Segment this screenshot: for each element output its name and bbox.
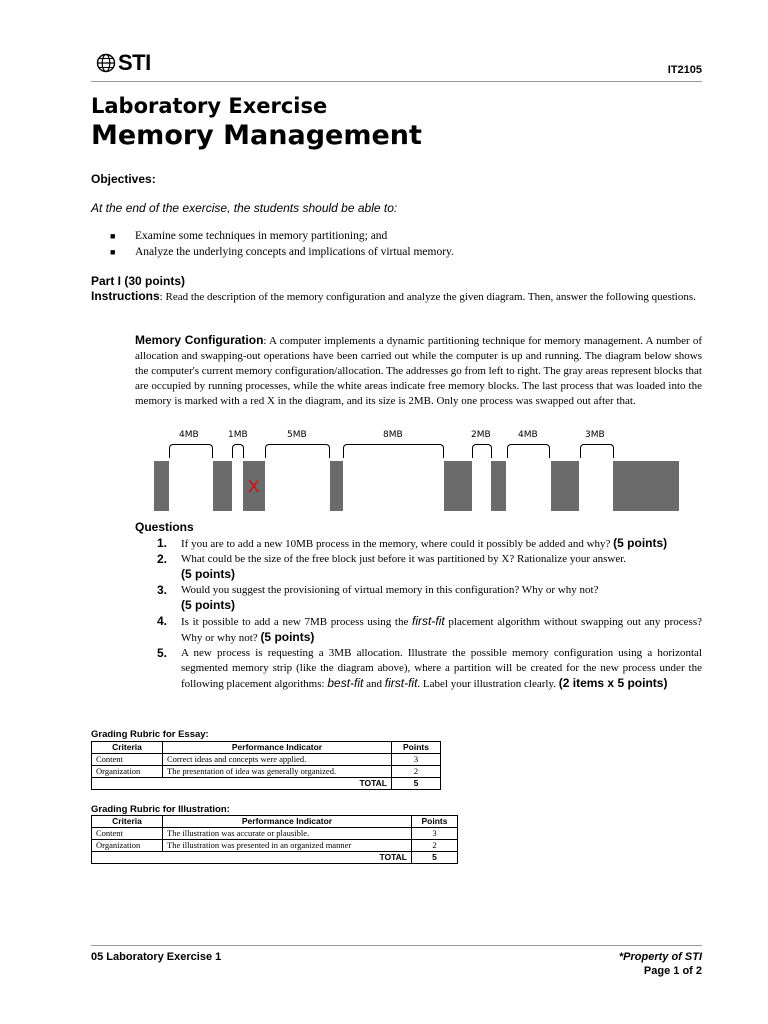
total-value: 5 <box>392 778 441 790</box>
table-row <box>92 828 458 840</box>
page-title: Memory Management <box>91 120 422 151</box>
size-label: 3MB <box>585 430 605 440</box>
memory-config-paragraph: Memory Configuration: A computer implements a dynamic partitioning technique for memory management. A number of allocation and swapping-out operations have been carried out while the computer is up and running. The diagram below shows the computer's current memory configuration/allocation. The addresses go from left to right. The gray areas represent blocks that are occupied by running processes, while the white areas indicate free memory blocks. The last process that was loaded into the memory is marked with a red X in the diagram, and its size is 2MB. Only one process was swapped out after that. <box>135 333 702 407</box>
free-block <box>578 461 614 511</box>
free-block <box>231 461 244 511</box>
table-header-row <box>92 816 458 828</box>
table-row <box>92 766 441 778</box>
title-lab-exercise: Laboratory Exercise <box>91 94 328 118</box>
objectives-intro: At the end of the exercise, the students should be able to: <box>91 201 398 215</box>
size-label: 2MB <box>471 430 491 440</box>
free-block <box>264 461 331 511</box>
rubric-illustration-title: Grading Rubric for Illustration: <box>91 804 230 815</box>
table-row <box>92 840 458 852</box>
last-loaded-x-marker: X <box>248 477 260 496</box>
table-cell: Organization <box>92 766 163 778</box>
questions-list <box>135 536 702 692</box>
column-header: Performance Indicator <box>163 742 392 754</box>
footer-exercise-label: 05 Laboratory Exercise 1 <box>91 951 222 963</box>
free-block <box>471 461 492 511</box>
table-row <box>92 754 441 766</box>
size-bracket <box>232 444 244 458</box>
free-block <box>168 461 214 511</box>
instructions: Instructions: Read the description of the memory configuration and analyze the given diagram. Then, answer the following questions. <box>91 289 696 303</box>
table-cell: Content <box>92 828 163 840</box>
objectives-heading: Objectives: <box>91 172 156 186</box>
free-block <box>342 461 445 511</box>
instructions-label: Instructions <box>91 289 160 303</box>
rubric-essay-title: Grading Rubric for Essay: <box>91 729 209 740</box>
page-number: Page 1 of 2 <box>643 965 702 977</box>
table-cell: The presentation of idea was generally organized. <box>163 766 392 778</box>
table-cell: 3 <box>392 754 441 766</box>
bullet-icon: ■ <box>110 247 116 257</box>
sti-logo <box>96 50 151 76</box>
question-item: 3. Would you suggest the provisioning of virtual memory in this configuration? Why or why not? (5 points) <box>157 583 599 612</box>
size-bracket <box>169 444 213 458</box>
size-label: 4MB <box>179 430 199 440</box>
free-block <box>505 461 552 511</box>
table-cell: Organization <box>92 840 163 852</box>
table-cell: The illustration was presented in an organized manner <box>163 840 412 852</box>
total-value: 5 <box>412 852 458 864</box>
question-item: 5. A new process is requesting a 3MB allocation. Illustrate the possible memory configuration using a horizontal segmented memory strip (like the diagram above), where a partition will be created for the new process under the following placement algorithms: best-fit and first-fit. Label your illustration clearly. (2 items x 5 points) <box>157 646 702 690</box>
table-cell: Correct ideas and concepts were applied. <box>163 754 392 766</box>
table-cell: The illustration was accurate or plausible. <box>163 828 412 840</box>
table-cell: 2 <box>412 840 458 852</box>
part-heading: Part I (30 points) <box>91 274 186 288</box>
size-label: 4MB <box>518 430 538 440</box>
column-header: Performance Indicator <box>163 816 412 828</box>
size-label: 5MB <box>287 430 307 440</box>
column-header: Criteria <box>92 742 163 754</box>
column-header: Points <box>412 816 458 828</box>
memory-config-label: Memory Configuration <box>135 333 264 347</box>
table-cell: Content <box>92 754 163 766</box>
total-label: TOTAL <box>92 852 412 864</box>
rubric-essay-table <box>91 741 441 790</box>
table-total-row <box>92 852 458 864</box>
size-bracket <box>343 444 444 458</box>
objectives-list <box>110 228 454 260</box>
size-label: 1MB <box>228 430 248 440</box>
column-header: Criteria <box>92 816 163 828</box>
size-bracket <box>507 444 550 458</box>
question-item: 1. If you are to add a new 10MB process in the memory, where could it possibly be added and why? (5 points) <box>157 536 668 550</box>
size-bracket <box>580 444 614 458</box>
list-item: ■ Examine some techniques in memory partitioning; and <box>110 230 388 242</box>
course-code: IT2105 <box>667 64 702 76</box>
size-label: 8MB <box>383 430 403 440</box>
size-bracket <box>472 444 492 458</box>
footer-property: *Property of STI <box>618 951 702 963</box>
bullet-icon: ■ <box>110 231 116 241</box>
total-label: TOTAL <box>92 778 392 790</box>
questions-heading: Questions <box>135 520 194 534</box>
globe-icon <box>96 53 116 73</box>
column-header: Points <box>392 742 441 754</box>
rubric-illustration-table <box>91 815 458 864</box>
size-bracket <box>265 444 330 458</box>
footer-divider <box>91 945 702 946</box>
table-total-row <box>92 778 441 790</box>
table-cell: 3 <box>412 828 458 840</box>
logo-text: STI <box>118 50 151 75</box>
question-item: 4. Is it possible to add a new 7MB process using the first-fit placement algorithm without swapping out any process? Why or why not? (5 points) <box>157 614 702 644</box>
list-item: ■ Analyze the underlying concepts and implications of virtual memory. <box>110 246 454 258</box>
table-cell: 2 <box>392 766 441 778</box>
header-divider <box>91 81 702 82</box>
question-item: 2. What could be the size of the free block just before it was partitioned by X? Rationalize your answer. (5 points) <box>157 552 627 581</box>
table-header-row <box>92 742 441 754</box>
memory-strip <box>154 461 679 511</box>
